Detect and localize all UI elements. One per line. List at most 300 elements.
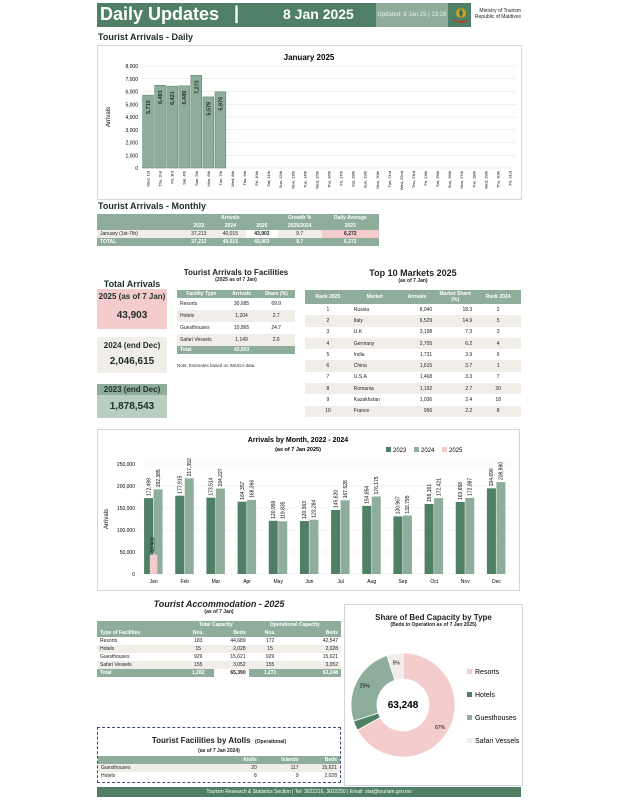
month-chart-subtitle: (as of 7 Jan 2025) <box>275 447 321 453</box>
facilities-cell: 30,685 <box>233 301 250 307</box>
month-bar-label: 132,795 <box>405 495 412 514</box>
accommodation-col-nos: Nos. <box>183 629 214 637</box>
facilities-cell: 24.7 <box>271 325 282 331</box>
monthly-cell: January (1st-7th) <box>97 230 183 238</box>
atolls-panel <box>97 727 341 783</box>
month-bar-2024 <box>465 498 474 574</box>
month-bar-2024 <box>341 500 350 574</box>
month-bar-2025 <box>150 555 158 574</box>
daily-x-tick-label: Sun, 5th <box>193 171 199 186</box>
month-x-tick-label: May <box>273 579 283 585</box>
facilities-cell: 2.6 <box>257 334 295 346</box>
markets-cell: 3 <box>496 329 500 336</box>
table-row <box>97 669 341 677</box>
table-row <box>177 310 295 322</box>
daily-section-title: Tourist Arrivals - Daily <box>98 32 194 42</box>
daily-x-tick-label: Sat, 25th <box>435 171 441 188</box>
facilities-heading <box>176 268 296 283</box>
month-bar-label: 43,903 <box>150 537 157 553</box>
accommodation-cell: 155 <box>183 661 214 669</box>
table-row <box>97 645 341 653</box>
markets-cell: 8 <box>475 406 521 417</box>
accommodation-cell: 1,271 <box>249 669 292 677</box>
accommodation-cell: 15,621 <box>230 654 246 660</box>
facilities-title: Tourist Arrivals to Facilities <box>183 268 289 277</box>
month-bar-label: 164,357 <box>239 481 246 500</box>
month-bar-label: 172,987 <box>467 477 474 496</box>
kpi-2025-box <box>97 289 167 329</box>
daily-bar-label: 5,579 <box>206 101 213 116</box>
daily-x-tick-label: Wed, 29th <box>483 171 489 190</box>
daily-y-tick-label: 2,000 <box>125 140 138 147</box>
legend-label: 2024 <box>421 448 435 454</box>
kpi-2025-value: 43,903 <box>116 310 148 321</box>
legend-swatch <box>442 447 447 452</box>
monthly-col-2023: 2023 <box>183 222 215 230</box>
month-bar-2024 <box>216 489 225 574</box>
monthly-col-2024: 2024 <box>215 222 247 230</box>
pie-legend-label: Hotels <box>475 692 495 699</box>
daily-bar-label: 6,491 <box>158 90 165 105</box>
facilities-col-share: Share (%) <box>257 290 295 298</box>
atolls-col-blank <box>98 756 224 764</box>
atolls-cell: 20 <box>224 764 260 772</box>
month-bar-label: 120,363 <box>302 500 309 520</box>
facilities-cell: 1,204 <box>226 310 258 322</box>
accommodation-cell: 44,689 <box>230 638 246 644</box>
pie-legend-swatch <box>467 715 472 720</box>
facilities-cell: Hotels <box>177 310 226 322</box>
daily-x-tick-label: Sat, 11th <box>266 171 272 187</box>
monthly-head-arrivals: Arrivals <box>183 214 278 222</box>
markets-cell: India <box>353 351 365 358</box>
accommodation-cell: Safari Vessels <box>97 661 183 669</box>
daily-y-tick-label: 3,000 <box>125 127 138 134</box>
monthly-head-growth: Growth % <box>278 214 322 222</box>
month-bar-label: 154,854 <box>364 485 371 504</box>
daily-x-tick-label: Tue, 7th <box>217 171 223 186</box>
monthly-cell: 37,213 <box>183 238 215 246</box>
markets-cell: 1,731 <box>419 351 433 358</box>
ministry-emblem-icon <box>451 5 471 25</box>
monthly-cell: 6,272 <box>322 238 379 246</box>
markets-cell: Kazakhstan <box>353 397 380 404</box>
month-bar-label: 168,366 <box>249 479 256 498</box>
daily-y-tick-label: 8,000 <box>125 64 138 70</box>
facilities-cell: 43,903 <box>226 346 258 354</box>
daily-x-tick-label: Fri, 10th <box>254 171 260 186</box>
markets-cell: 2 <box>305 315 351 326</box>
markets-cell: 14.9 <box>435 315 475 326</box>
daily-x-tick-label: Thu, 16th <box>326 171 332 188</box>
pie-panel <box>344 604 523 786</box>
pie-slice-label: 5% <box>392 660 400 667</box>
accommodation-cell: 2,028 <box>214 645 249 653</box>
monthly-section-title: Tourist Arrivals - Monthly <box>98 201 207 211</box>
month-y-tick-label: 200,000 <box>116 484 135 490</box>
legend-label: 2023 <box>393 448 407 454</box>
pie-legend-swatch <box>467 669 472 674</box>
markets-cell: 5 <box>326 351 330 358</box>
month-bar-2024 <box>403 516 412 574</box>
header-bar <box>97 3 521 27</box>
accommodation-title: Tourist Accommodation - 2025 <box>153 599 285 609</box>
table-row <box>177 322 295 334</box>
accommodation-cell: 15 <box>183 645 214 653</box>
table-row <box>305 383 521 394</box>
page-title: Daily Updates <box>100 4 220 24</box>
daily-x-tick-label: Sun, 19th <box>362 171 368 189</box>
footer: Tourism Research & Statistics Section | Tel: 3022216, 3022250 | Email: stat@tourism.gov.mv <box>97 787 521 797</box>
pie-slice-label: 25% <box>359 683 370 690</box>
daily-chart-title: January 2025 <box>283 53 335 62</box>
markets-cell: 1,192 <box>399 383 436 394</box>
accommodation-cell: 2,028 <box>292 645 341 653</box>
daily-x-tick-label: Wed, 8th <box>229 171 235 187</box>
atolls-subtitle: (as of 7 Jan 2024) <box>198 748 240 754</box>
atolls-cell: 117 <box>260 764 302 772</box>
daily-y-tick-label: 6,000 <box>125 89 138 96</box>
daily-y-axis-label: Arrivals <box>106 106 112 128</box>
markets-cell: 2 <box>496 306 500 313</box>
month-bar-label: 208,980 <box>498 461 505 481</box>
header-date: 8 Jan 2025 <box>283 6 354 22</box>
daily-x-tick-label: Thu, 2nd <box>157 171 163 187</box>
accommodation-cell: 3,052 <box>214 661 249 669</box>
markets-cell: China <box>351 360 399 371</box>
markets-cell: 956 <box>399 406 436 417</box>
month-y-tick-label: 50,000 <box>119 550 135 556</box>
accommodation-col-type: Type of Facilities <box>97 629 183 637</box>
daily-chart-panel <box>97 45 522 200</box>
atolls-col-beds: Beds <box>302 756 340 764</box>
pie-slice-label: 67% <box>435 724 446 731</box>
month-bar-2023 <box>487 488 496 574</box>
legend-swatch <box>414 447 419 452</box>
ministry-line-2: Republic of Maldives <box>474 14 521 20</box>
monthly-cell: TOTAL <box>97 238 183 246</box>
pie-legend-label: Safari Vessels <box>475 738 520 745</box>
markets-cell: 18.3 <box>462 306 473 313</box>
monthly-cell: 40,015 <box>215 230 247 238</box>
facilities-cell: 1,149 <box>226 334 258 346</box>
month-bar-2023 <box>206 498 215 574</box>
month-bar-2023 <box>425 504 434 574</box>
accommodation-cell: 929 <box>194 654 203 660</box>
markets-subtitle: (as of 7 Jan) <box>398 278 428 284</box>
markets-cell: Italy <box>351 315 399 326</box>
daily-x-tick-label: Sun, 12th <box>278 171 284 189</box>
month-bar-label: 194,227 <box>218 468 225 487</box>
markets-cell: 2.4 <box>465 397 473 404</box>
markets-table <box>305 290 521 417</box>
daily-bar-label: 6,421 <box>170 91 177 105</box>
monthly-cell: 9.7 <box>278 238 322 246</box>
atolls-heading <box>98 730 340 748</box>
daily-bar-label: 5,715 <box>146 100 153 114</box>
month-x-tick-label: Jun <box>305 579 314 585</box>
daily-x-tick-label: Thu, 9th <box>242 171 248 186</box>
bed-capacity-pie-chart <box>345 635 522 785</box>
table-row <box>177 334 295 346</box>
accommodation-head-blank <box>97 621 183 629</box>
monthly-cell: 9.7 <box>278 230 322 238</box>
month-bar-label: 172,499 <box>146 478 153 497</box>
markets-cell: 2.7 <box>435 383 475 394</box>
facilities-cell: 10,865 <box>233 325 250 331</box>
monthly-head-daily: Daily Average <box>322 214 379 222</box>
daily-x-tick-label: Fri, 31st <box>507 171 513 186</box>
accommodation-cell: 42,547 <box>322 638 338 644</box>
month-chart-title: Arrivals by Month, 2022 - 2024 <box>247 437 349 444</box>
accommodation-cell: Resorts <box>100 638 118 644</box>
daily-y-tick-label: 7,000 <box>125 76 138 83</box>
accommodation-table <box>97 621 341 677</box>
markets-title: Top 10 Markets 2025 <box>369 268 457 278</box>
monthly-cell: 43,903 <box>246 238 278 246</box>
month-y-tick-label: 0 <box>132 572 135 578</box>
facilities-cell: Guesthouses <box>180 325 210 331</box>
daily-bar-label: 7,273 <box>194 80 201 95</box>
table-row <box>98 764 340 772</box>
accommodation-cell: 1,282 <box>183 669 214 677</box>
markets-cell: Romania <box>351 383 399 394</box>
markets-col-rank2024: Rank 2024 <box>475 290 521 304</box>
accommodation-col-op-nos: Nos. <box>249 629 292 637</box>
atolls-table <box>98 756 340 780</box>
atolls-col-islands: Islands <box>260 756 302 764</box>
atolls-title-tag: (Operational) <box>255 739 287 745</box>
daily-x-tick-label: Mon, 27th <box>459 171 465 189</box>
markets-cell: U.K <box>353 329 363 336</box>
markets-cell: 2,705 <box>399 338 436 349</box>
markets-col-arrivals: Arrivals <box>399 290 436 304</box>
month-y-tick-label: 150,000 <box>116 506 135 512</box>
monthly-col-growth: 2025/2024 <box>278 222 322 230</box>
monthly-cell: 6,272 <box>322 230 379 238</box>
atolls-cell: 2,028 <box>324 773 337 779</box>
pie-legend-swatch <box>467 692 472 697</box>
month-bar-label: 176,175 <box>374 476 380 495</box>
daily-x-tick-label: Tue, 28th <box>471 171 477 188</box>
legend-swatch <box>386 447 391 452</box>
table-row <box>305 338 521 349</box>
month-bar-2024 <box>372 496 381 574</box>
daily-y-tick-label: 0 <box>135 166 138 172</box>
month-bar-2024 <box>185 478 194 574</box>
daily-x-tick-label: Fri, 17th <box>338 171 344 186</box>
markets-cell: France <box>351 406 399 417</box>
markets-heading <box>305 268 521 284</box>
markets-cell: 2.2 <box>435 406 475 417</box>
month-bar-label: 159,161 <box>426 483 433 502</box>
markets-cell: Russia <box>353 306 370 313</box>
month-bar-label: 217,392 <box>187 458 193 477</box>
table-row <box>97 661 341 669</box>
month-bar-2023 <box>269 521 278 574</box>
daily-x-tick-label: Mon, 20th <box>374 171 380 189</box>
table-row <box>305 349 521 360</box>
kpi-2024-value: 2,046,615 <box>109 356 155 367</box>
markets-cell: 4 <box>305 338 351 349</box>
markets-cell: Germany <box>351 338 399 349</box>
ministry-name <box>473 8 521 20</box>
accommodation-cell: Hotels <box>97 645 183 653</box>
table-row <box>97 230 379 238</box>
table-row <box>305 406 521 417</box>
accommodation-cell: 3,052 <box>292 661 341 669</box>
month-bar-label: 194,696 <box>489 468 496 487</box>
markets-cell: 3.9 <box>465 351 473 358</box>
daily-bar-label: 6,449 <box>182 90 189 105</box>
total-arrivals-title: Total Arrivals <box>103 279 161 289</box>
month-bar-2023 <box>238 502 247 574</box>
legend-label: 2025 <box>449 448 463 454</box>
facilities-col-arrivals: Arrivals <box>226 290 258 298</box>
table-row <box>97 653 341 661</box>
month-bar-2023 <box>362 506 371 574</box>
pie-center-value: 63,248 <box>387 700 419 711</box>
month-y-tick-label: 100,000 <box>116 528 135 534</box>
daily-x-tick-label: Fri, 3rd <box>169 171 175 184</box>
markets-cell: U.S.A <box>353 374 367 381</box>
daily-x-tick-label: Sat, 18th <box>350 171 356 188</box>
daily-x-tick-label: Wed, 15th <box>314 171 320 190</box>
markets-cell: 1,615 <box>399 360 436 371</box>
month-bar-label: 167,528 <box>342 480 349 499</box>
accommodation-group-total: Total Capacity <box>183 621 249 629</box>
accommodation-col-beds: Beds <box>214 629 249 637</box>
accommodation-cell: Guesthouses <box>100 654 130 660</box>
daily-bar-label: 5,975 <box>218 96 225 111</box>
accommodation-cell: 15,621 <box>322 654 338 660</box>
table-row <box>305 327 521 338</box>
kpi-2023-value: 1,878,543 <box>109 401 155 412</box>
month-bar-2023 <box>393 516 402 574</box>
daily-x-tick-label: Thu, 23rd <box>410 171 416 189</box>
markets-cell: 1 <box>475 360 521 371</box>
facilities-cell: 69.9 <box>271 301 282 307</box>
markets-cell: 7 <box>496 374 500 381</box>
arrivals-by-month-chart <box>98 430 519 590</box>
facilities-cell <box>257 346 295 354</box>
atolls-col-atolls: Atolls <box>224 756 260 764</box>
month-x-tick-label: Mar <box>211 579 221 585</box>
facilities-cell: 2.7 <box>257 310 295 322</box>
table-row <box>97 637 341 645</box>
table-row <box>305 360 521 371</box>
facilities-cell: Safari Vessels <box>177 334 226 346</box>
table-row <box>177 298 295 310</box>
daily-x-tick-label: Mon, 13th <box>290 171 296 189</box>
markets-cell: 3 <box>326 329 330 336</box>
month-bar-label: 120,959 <box>271 500 277 519</box>
month-bar-label: 192,385 <box>155 469 162 488</box>
daily-x-tick-label: Fri, 24th <box>423 171 429 186</box>
ministry-line-1: Ministry of Tourism <box>479 8 521 14</box>
pie-slice <box>351 656 395 722</box>
accommodation-cell: 63,248 <box>292 669 341 677</box>
monthly-cell: 43,903 <box>246 230 278 238</box>
kpi-2023-label: 2023 (end Dec) <box>97 384 167 395</box>
kpi-2025-label: 2025 (as of 7 Jan) <box>98 292 166 301</box>
accommodation-cell: Total <box>97 669 183 677</box>
month-bar-label: 163,658 <box>458 481 464 500</box>
pie-legend-label: Guesthouses <box>475 715 517 722</box>
daily-x-tick-label: Tue, 14th <box>302 171 308 188</box>
month-x-tick-label: Sep <box>398 579 408 585</box>
atolls-cell: 15,621 <box>302 764 340 772</box>
markets-cell: 6 <box>496 351 500 358</box>
accommodation-col-op-beds: Beds <box>292 629 341 637</box>
table-row <box>305 315 521 326</box>
month-bar-2023 <box>331 510 340 574</box>
daily-x-tick-label: Sun, 26th <box>447 171 453 189</box>
month-y-axis-label: Arrivals <box>104 508 110 530</box>
daily-y-tick-label: 1,000 <box>125 153 138 160</box>
facilities-subtitle: (2025 as of 7 Jan) <box>215 277 257 283</box>
month-x-tick-label: Aug <box>367 579 377 585</box>
markets-col-share: Market Share (%) <box>435 290 475 304</box>
markets-cell: 9 <box>326 397 330 404</box>
markets-col-rank: Rank 2025 <box>305 290 351 304</box>
daily-x-tick-label: Wed, 22nd <box>398 171 404 191</box>
atolls-cell: Guesthouses <box>98 764 224 772</box>
month-x-tick-label: Feb <box>180 579 190 585</box>
kpi-2023-box <box>97 384 167 418</box>
month-bar-2024 <box>309 520 318 574</box>
month-bar-2024 <box>496 482 505 574</box>
monthly-cell: 40,015 <box>215 238 247 246</box>
markets-cell: 18 <box>495 397 501 404</box>
markets-cell: 1,036 <box>419 397 433 404</box>
markets-cell: 3.7 <box>435 360 475 371</box>
daily-x-tick-label: Wed, 1st <box>145 171 151 187</box>
month-x-tick-label: Apr <box>243 579 251 585</box>
month-x-tick-label: Nov <box>460 579 470 585</box>
month-bar-2024 <box>278 521 287 574</box>
accommodation-cell: 172 <box>265 638 275 644</box>
month-bar-label: 173,514 <box>208 477 215 496</box>
accommodation-group-operational: Operational Capacity <box>249 621 341 629</box>
monthly-col-2025: 2025 <box>246 222 278 230</box>
pie-legend-swatch <box>467 738 472 743</box>
atolls-cell: 9 <box>295 773 299 779</box>
month-bar-label: 177,915 <box>177 475 184 494</box>
month-bar-2024 <box>434 498 443 574</box>
month-x-tick-label: Oct <box>430 579 438 585</box>
atolls-title: Tourist Facilities by Atolls <box>151 736 251 745</box>
month-bar-label: 130,967 <box>395 496 402 515</box>
table-row <box>177 346 295 354</box>
month-bar-label: 123,284 <box>311 499 318 518</box>
markets-cell: 1 <box>326 306 330 313</box>
facilities-cell: Total <box>177 346 226 354</box>
month-x-tick-label: Dec <box>491 579 501 585</box>
accommodation-heading <box>97 599 341 615</box>
accommodation-cell: 929 <box>265 654 275 660</box>
pie-legend-label: Resorts <box>475 669 500 676</box>
table-row <box>305 304 521 315</box>
monthly-col-daily: 2025 <box>322 222 379 230</box>
month-bar-2023 <box>300 521 309 574</box>
markets-cell: 7.3 <box>465 329 473 336</box>
daily-y-tick-label: 4,000 <box>125 115 138 121</box>
markets-cell: 5 <box>475 315 521 326</box>
month-bar-label: 119,835 <box>280 501 287 520</box>
month-bar-2024 <box>247 500 256 574</box>
markets-cell: 10 <box>305 406 351 417</box>
